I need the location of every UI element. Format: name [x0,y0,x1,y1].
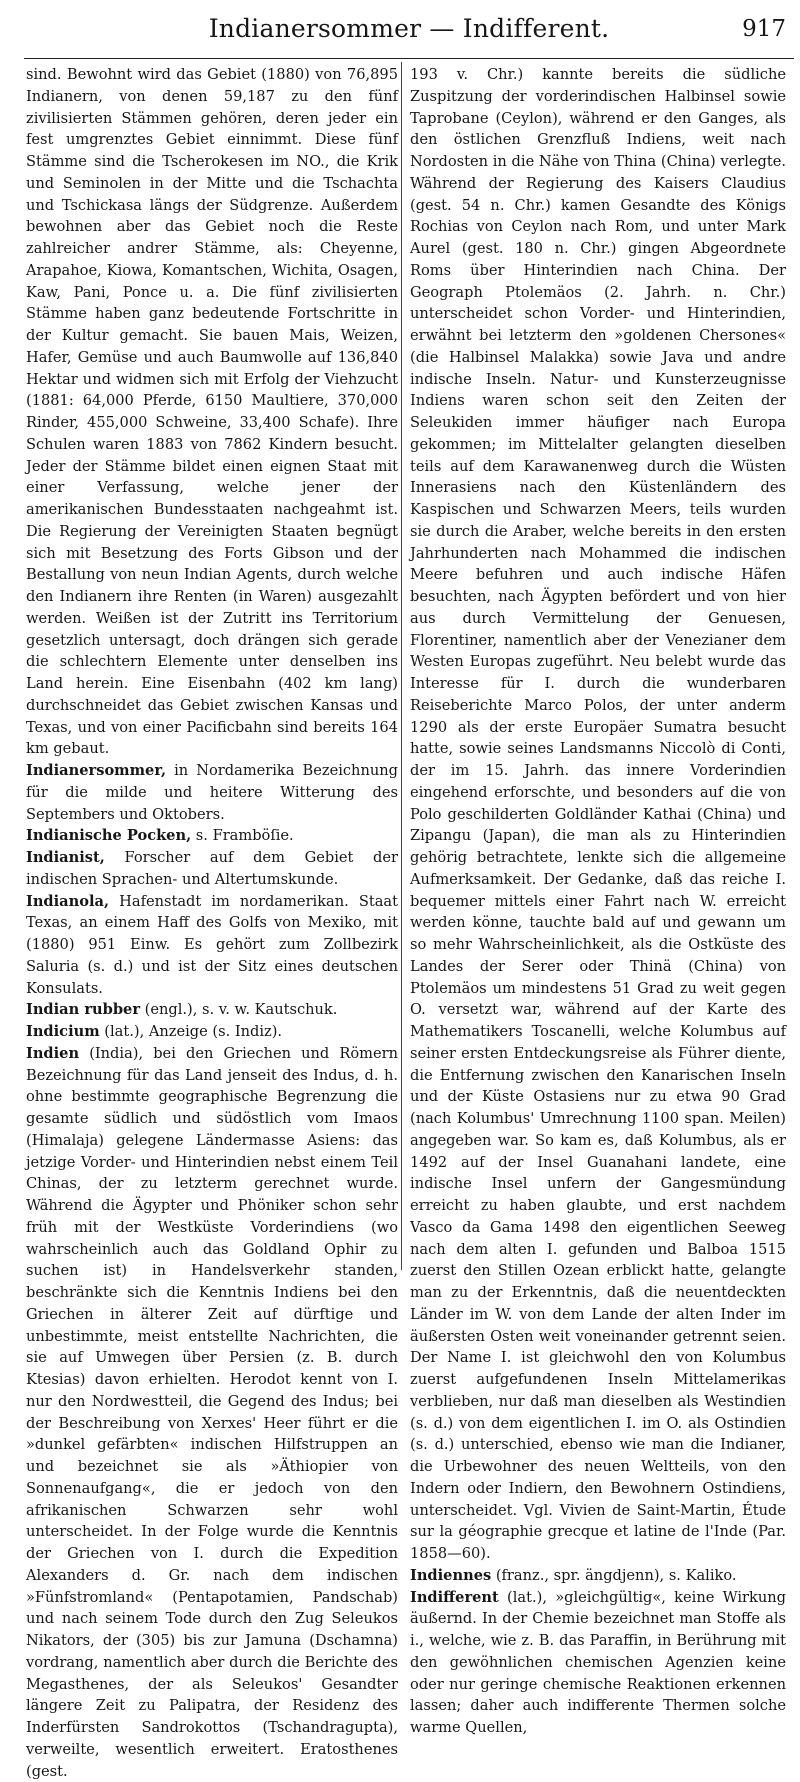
entry-headword: Indianische Pocken, [26,827,192,845]
paragraph-continuation: sind. Bewohnt wird das Gebiet (1880) von 76,895 Indianern, von denen 59,187 zu den fünf zivilisierten Stämmen gehören, deren jeder ein fest umgrenztes Gebiet einnimmt. Diese fünf Stämme sind die Tscherokesen im NO., die Krik und Seminolen in der Mitte und die Tschachta und Tschickasa längs der Südgrenze. Außerdem bewohnen aber das Gebiet noch die Reste zahlreicher andrer Stämme, als: Cheyenne, Arapahoe, Kiowa, Komantschen, Wichita, Osagen, Kaw, Pani, Ponce u. a. Die fünf zivilisierten Stämme haben ganz bedeutende Fortschritte in der Kultur gemacht. Sie bauen Mais, Weizen, Hafer, Gemüse und auch Baumwolle auf 136,840 Hektar und widmen sich mit Erfolg der Viehzucht (1881: 64,000 Pferde, 6150 Maultiere, 370,000 Rinder, 455,000 Schweine, 33,400 Schafe). Ihre Schulen waren 1883 von 7862 Kindern besucht. Jeder der Stämme bildet einen eignen Staat mit einer Verfassung, welche jener der amerikanischen Bundesstaaten nachgeahmt ist. Die Regierung der Vereinigten Staaten begnügt sich mit Besetzung des Forts Gibson und der Bestallung von neun Indian Agents, durch welche den Indianern ihre Renten (in Waren) ausgezahlt werden. Weißen ist der Zutritt ins Territorium gesetzlich untersagt, doch drängen sich gerade die schlechtern Elemente unter denselben ins Land herein. Eine Eisenbahn (402 km lang) durchschneidet das Gebiet zwischen Kansas und Texas, und von einer Pacificbahn sind bereits 164 km gebaut. [26,66,398,758]
entry-text: Forscher auf dem Gebiet der indischen Sprachen- und Altertumskunde. [26,849,398,888]
entry-headword: Indiennes [410,1566,492,1584]
entry-headword: Indianersommer, [26,762,167,779]
right-column [410,64,786,1736]
paragraph-continuation: 193 v. Chr.) kannte bereits die südliche Zuspitzung der vorderindischen Halbinsel sowie Taprobane (Ceylon), während er den Ganges, als den östlichen Grenzfluß Indiens, weit nach Nordosten in die Nähe von Thina (China) verlegte. Während der Regierung des Kaisers Claudius (gest. 54 n. Chr.) kamen Gesandte des Königs Rochias von Ceylon nach Rom, und unter Mark Aurel (gest. 180 n. Chr.) gingen Abgeordnete Roms über Hinterindien nach China. Der Geograph Ptolemäos (2. Jahrh. n. Chr.) unterscheidet schon Vorder- und Hinterindien, erwähnt bei letzterm den »goldenen Chersones« (die Halbinsel Malakka) sowie Java und andre indische Inseln. Natur- und Kunsterzeugnisse Indiens waren schon seit den Zeiten der Seleukiden immer häufiger nach Europa gekommen; im Mittelalter gelangten dieselben teils auf dem Karawanenweg durch die Wüsten Innerasiens nach den Küstenländern des Kaspischen und Schwarzen Meers, teils wurden sie durch die Araber, welche bereits in den ersten Jahrhunderten nach Mohammed die indischen Meere befuhren und auch indische Häfen besuchten, nach Ägypten befördert und von hier aus durch Vermittelung der Genuesen, Florentiner, namentlich aber der Venezianer dem Westen Europas zugeführt. Neu belebt wurde das Interesse für I. durch die wunderbaren Reiseberichte Marco Polos, der unter anderm 1290 als der erste Europäer Sumatra besucht hatte, sowie seines Landsmanns Niccolò di Conti, der im 15. Jahrh. das innere Vorderindien eingehend erforschte, und besonders auf die von Polo geschilderten Goldländer Kathai (China) und Zipangu (Japan), die man als zu Hinterindien gehörig betrachtete, lenkte sich die allgemeine Aufmerksamkeit. Der Gedanke, daß das reiche I. bequemer mittels einer Fahrt nach W. erreicht werden könne, tauchte bald auf und gewann um so mehr Wahrscheinlichkeit, als die Ostküste des Landes der Serer oder Thinä (China) von Ptolemäos um mindestens 51 Grad zu weit gegen O. versetzt war, während auf der Karte des Mathematikers Toscanelli, welche Kolumbus auf seiner ersten Entdeckungsreise als Führer diente, die Entfernung zwischen den Kanarischen Inseln und der Küste Ostasiens nur zu etwa 90 Grad (nach Kolumbus' Umrechnung 1100 span. Meilen) angegeben war. So kam es, daß Kolumbus, als er 1492 auf der Insel Guanahani landete, eine indische Insel unfern der Gangesmündung erreicht zu haben glaubte, und erst nachdem Vasco da Gama 1498 den eigentlichen Seeweg nach dem alten I. gefunden und Balboa 1515 zuerst den Stillen Ozean erblickt hatte, gelangte man zu der Erkenntnis, daß die neuentdeckten Länder im W. von dem Lande der alten Inder im äußersten Osten weit voneinander getrennt seien. Der Name I. ist gleichwohl den von Kolumbus zuerst aufgefundenen Inseln Mittelamerikas verblieben, nur daß man dieselben als Westindien (s. d.) von dem eigentlichen I. im O. als Ostindien (s. d.) unterschied, ebenso wie man die Indianer, die Urbewohner des neuen Weltteils, von den Indern oder Indiern, den Bewohnern Ostindiens, unterscheidet. Vgl. Vivien de Saint-Martin, Étude sur la géographie grecque et latine de l'Inde (Par. 1858—60). [410,66,786,1562]
page-number: 917 [742,16,786,42]
entry-text: (lat.), »gleichgültig«, keine Wirkung äußernd. In der Chemie bezeichnet man Stoffe als i., welche, wie z. B. das Paraffin, in Berührung mit den gewöhnlichen chemischen Agenzien keine oder nur geringe chemische Reaktionen erkennen lassen; daher auch indifferente Thermen solche warme Quellen, [410,1588,786,1736]
entry-text: in Nordamerika Bezeichnung für die milde und heitere Witterung des Septembers und Oktobers. [26,762,398,823]
entry-indiennes [410,1565,786,1587]
entry-headword: Indian rubber [26,1001,141,1019]
entry-text: s. Framböſie. [191,827,294,845]
entry-text: Hafenstadt im nordamerikan. Staat Texas, an einem Haff des Golfs von Mexiko, mit (1880) 951 Einw. Es gehört zum Zollbezirk Saluria (s. d.) und ist der Sitz eines deutschen Konsulats. [26,892,398,997]
column-divider [401,62,402,1270]
left-column [26,64,398,1780]
entry-indianola [26,891,398,1000]
entry-headword: Indicium [26,1023,100,1040]
entry-indianersommer [26,760,398,825]
entry-indifferent [410,1587,786,1739]
entry-indian-rubber [26,999,398,1021]
entry-headword: Indianist, [26,849,105,866]
entry-indien [26,1043,398,1782]
entry-headword: Indianola, [26,892,110,910]
entry-text: (engl.), s. v. w. Kautschuk. [140,1001,338,1019]
entry-text: (lat.), Anzeige (s. Indiz). [99,1023,283,1040]
entry-indianist [26,847,398,891]
entry-headword: Indien [26,1044,80,1062]
page-header [24,6,794,59]
running-title: Indianersommer — Indifferent. [208,14,610,43]
entry-text: (franz., spr. ängdjenn), s. Kaliko. [491,1566,737,1584]
entry-indicium [26,1021,398,1043]
entry-indianische-pocken [26,825,398,847]
entry-headword: Indifferent [410,1588,499,1606]
entry-text: (India), bei den Griechen und Römern Bezeichnung für das Land jenseit des Indus, d. h. ohne bestimmte geographische Begrenzung die gesamte südlich und südöstlich vom Imaos (Himalaja) gelegene Ländermasse Asiens: das jetzige Vorder- und Hinterindien nebst einem Teil Chinas, der zu letzterm gerechnet wurde. Während die Ägypter und Phöniker schon sehr früh mit der Westküste Vorderindiens (wo wahrscheinlich auch das Goldland Ophir zu suchen ist) in Handelsverkehr standen, beschränkte sich die Kenntnis Indiens bei den Griechen in älterer Zeit auf dürftige und unbestimmte, meist entstellte Nachrichten, die sie auf Umwegen über Persien (z. B. durch Ktesias) davon erhielten. Herodot kennt von I. nur den Nordwestteil, die Gegend des Indus; bei der Beschreibung von Xerxes' Heer führt er die »dunkel gefärbten« indischen Hilfstruppen an und bezeichnet sie als »Äthiopier von Sonnenaufgang«, die er jedoch von den afrikanischen Schwarzen sehr wohl unterscheidet. In der Folge wurde die Kenntnis der Griechen von I. durch die Expedition Alexanders d. Gr. nach dem indischen »Fünfstromland« (Pentapotamien, Pandschab) und nach seinem Tode durch den Zug Seleukos Nikators, der (305) bis zur Jamuna (Dschamna) vordrang, namentlich aber durch die Berichte des Megasthenes, der als Seleukos' Gesandter längere Zeit zu Palipatra, der Residenz des Inderfürsten Sandrokottos (Tschandragupta), verweilte, wesentlich erweitert. Eratosthenes (gest. [26,1044,398,1780]
